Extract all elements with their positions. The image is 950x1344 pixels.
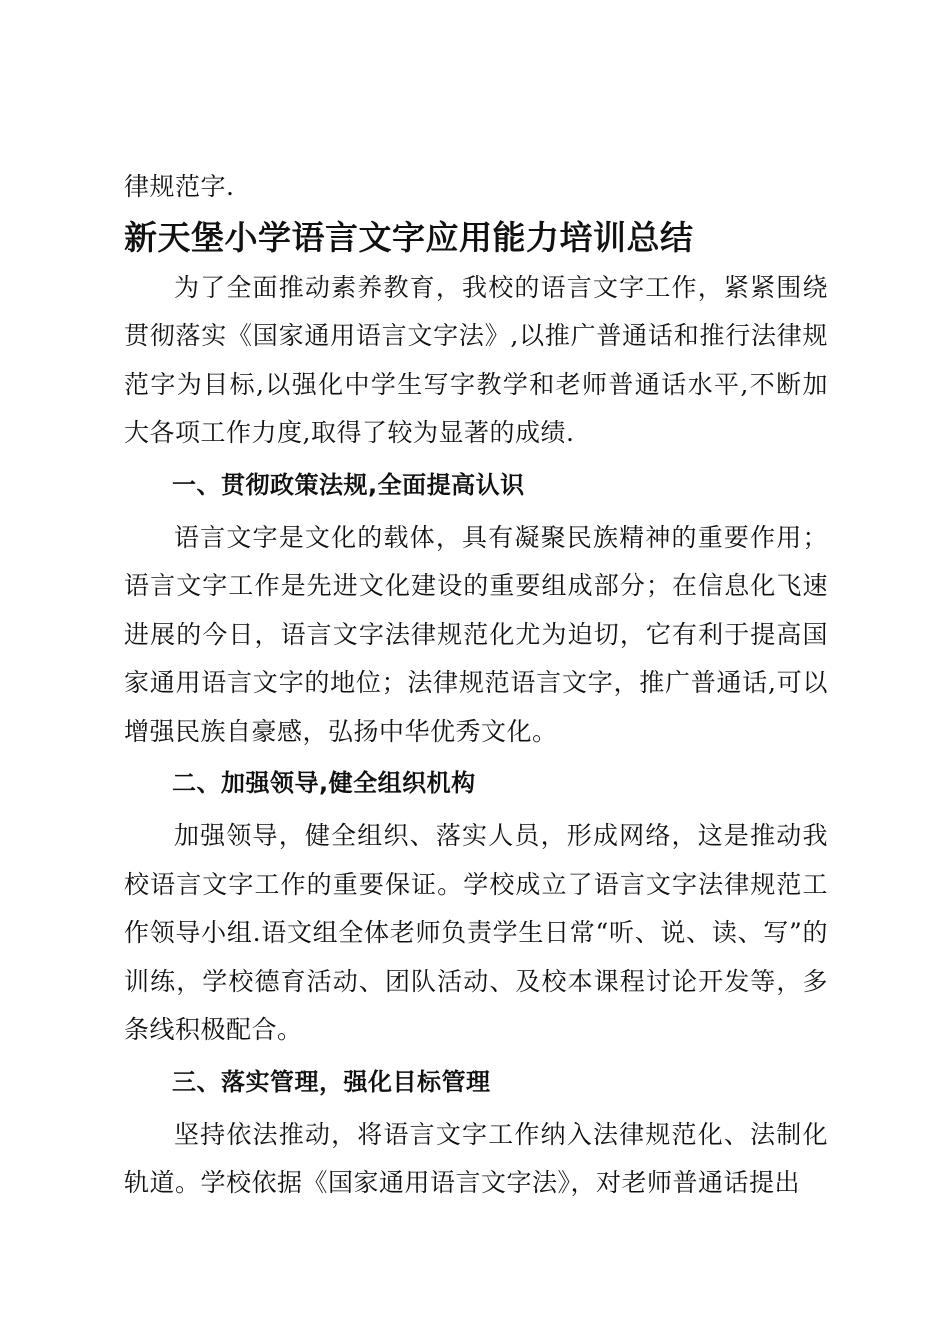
previous-page-fragment: 律规范字. <box>124 172 235 201</box>
section-heading-1: 一、贯彻政策法规,全面提高认识 <box>172 470 525 499</box>
section-heading-3: 三、落实管理，强化目标管理 <box>172 1067 491 1096</box>
intro-paragraph: 为了全面推动素养教育，我校的语言文字工作，紧紧围绕贯彻落实《国家通用语言文字法》,以推广普通话和推行法律规范字为目标,以强化中学生写字教学和老师普通话水平,不断加大各项工作力度,取得了较为显著的成绩. <box>124 272 828 447</box>
document-body <box>124 163 828 1208</box>
section-body-2: 加强领导，健全组织、落实人员，形成网络，这是推动我校语言文字工作的重要保证。学校成立了语言文字法律规范工作领导小组.语文组全体老师负责学生日常“听、说、读、写”的训练，学校德育活动、团队活动、及校本课程讨论开发等，多条线积极配合。 <box>124 821 828 1044</box>
section-heading-2: 二、加强领导,健全组织机构 <box>172 769 476 797</box>
section-body-1: 语言文字是文化的载体，具有凝聚民族精神的重要作用；语言文字工作是先进文化建设的重要组成部分；在信息化飞速进展的今日，语言文字法律规范化尤为迫切，它有利于提高国家通用语言文字的地位；法律规范语言文字，推广普通话,可以增强民族自豪感，弘扬中华优秀文化。 <box>124 522 828 746</box>
document-title: 新天堡小学语言文字应用能力培训总结 <box>124 217 694 257</box>
section-body-3: 坚持依法推动，将语言文字工作纳入法律规范化、法制化轨道。学校依据《国家通用语言文字法》，对老师普通话提出 <box>124 1119 828 1197</box>
